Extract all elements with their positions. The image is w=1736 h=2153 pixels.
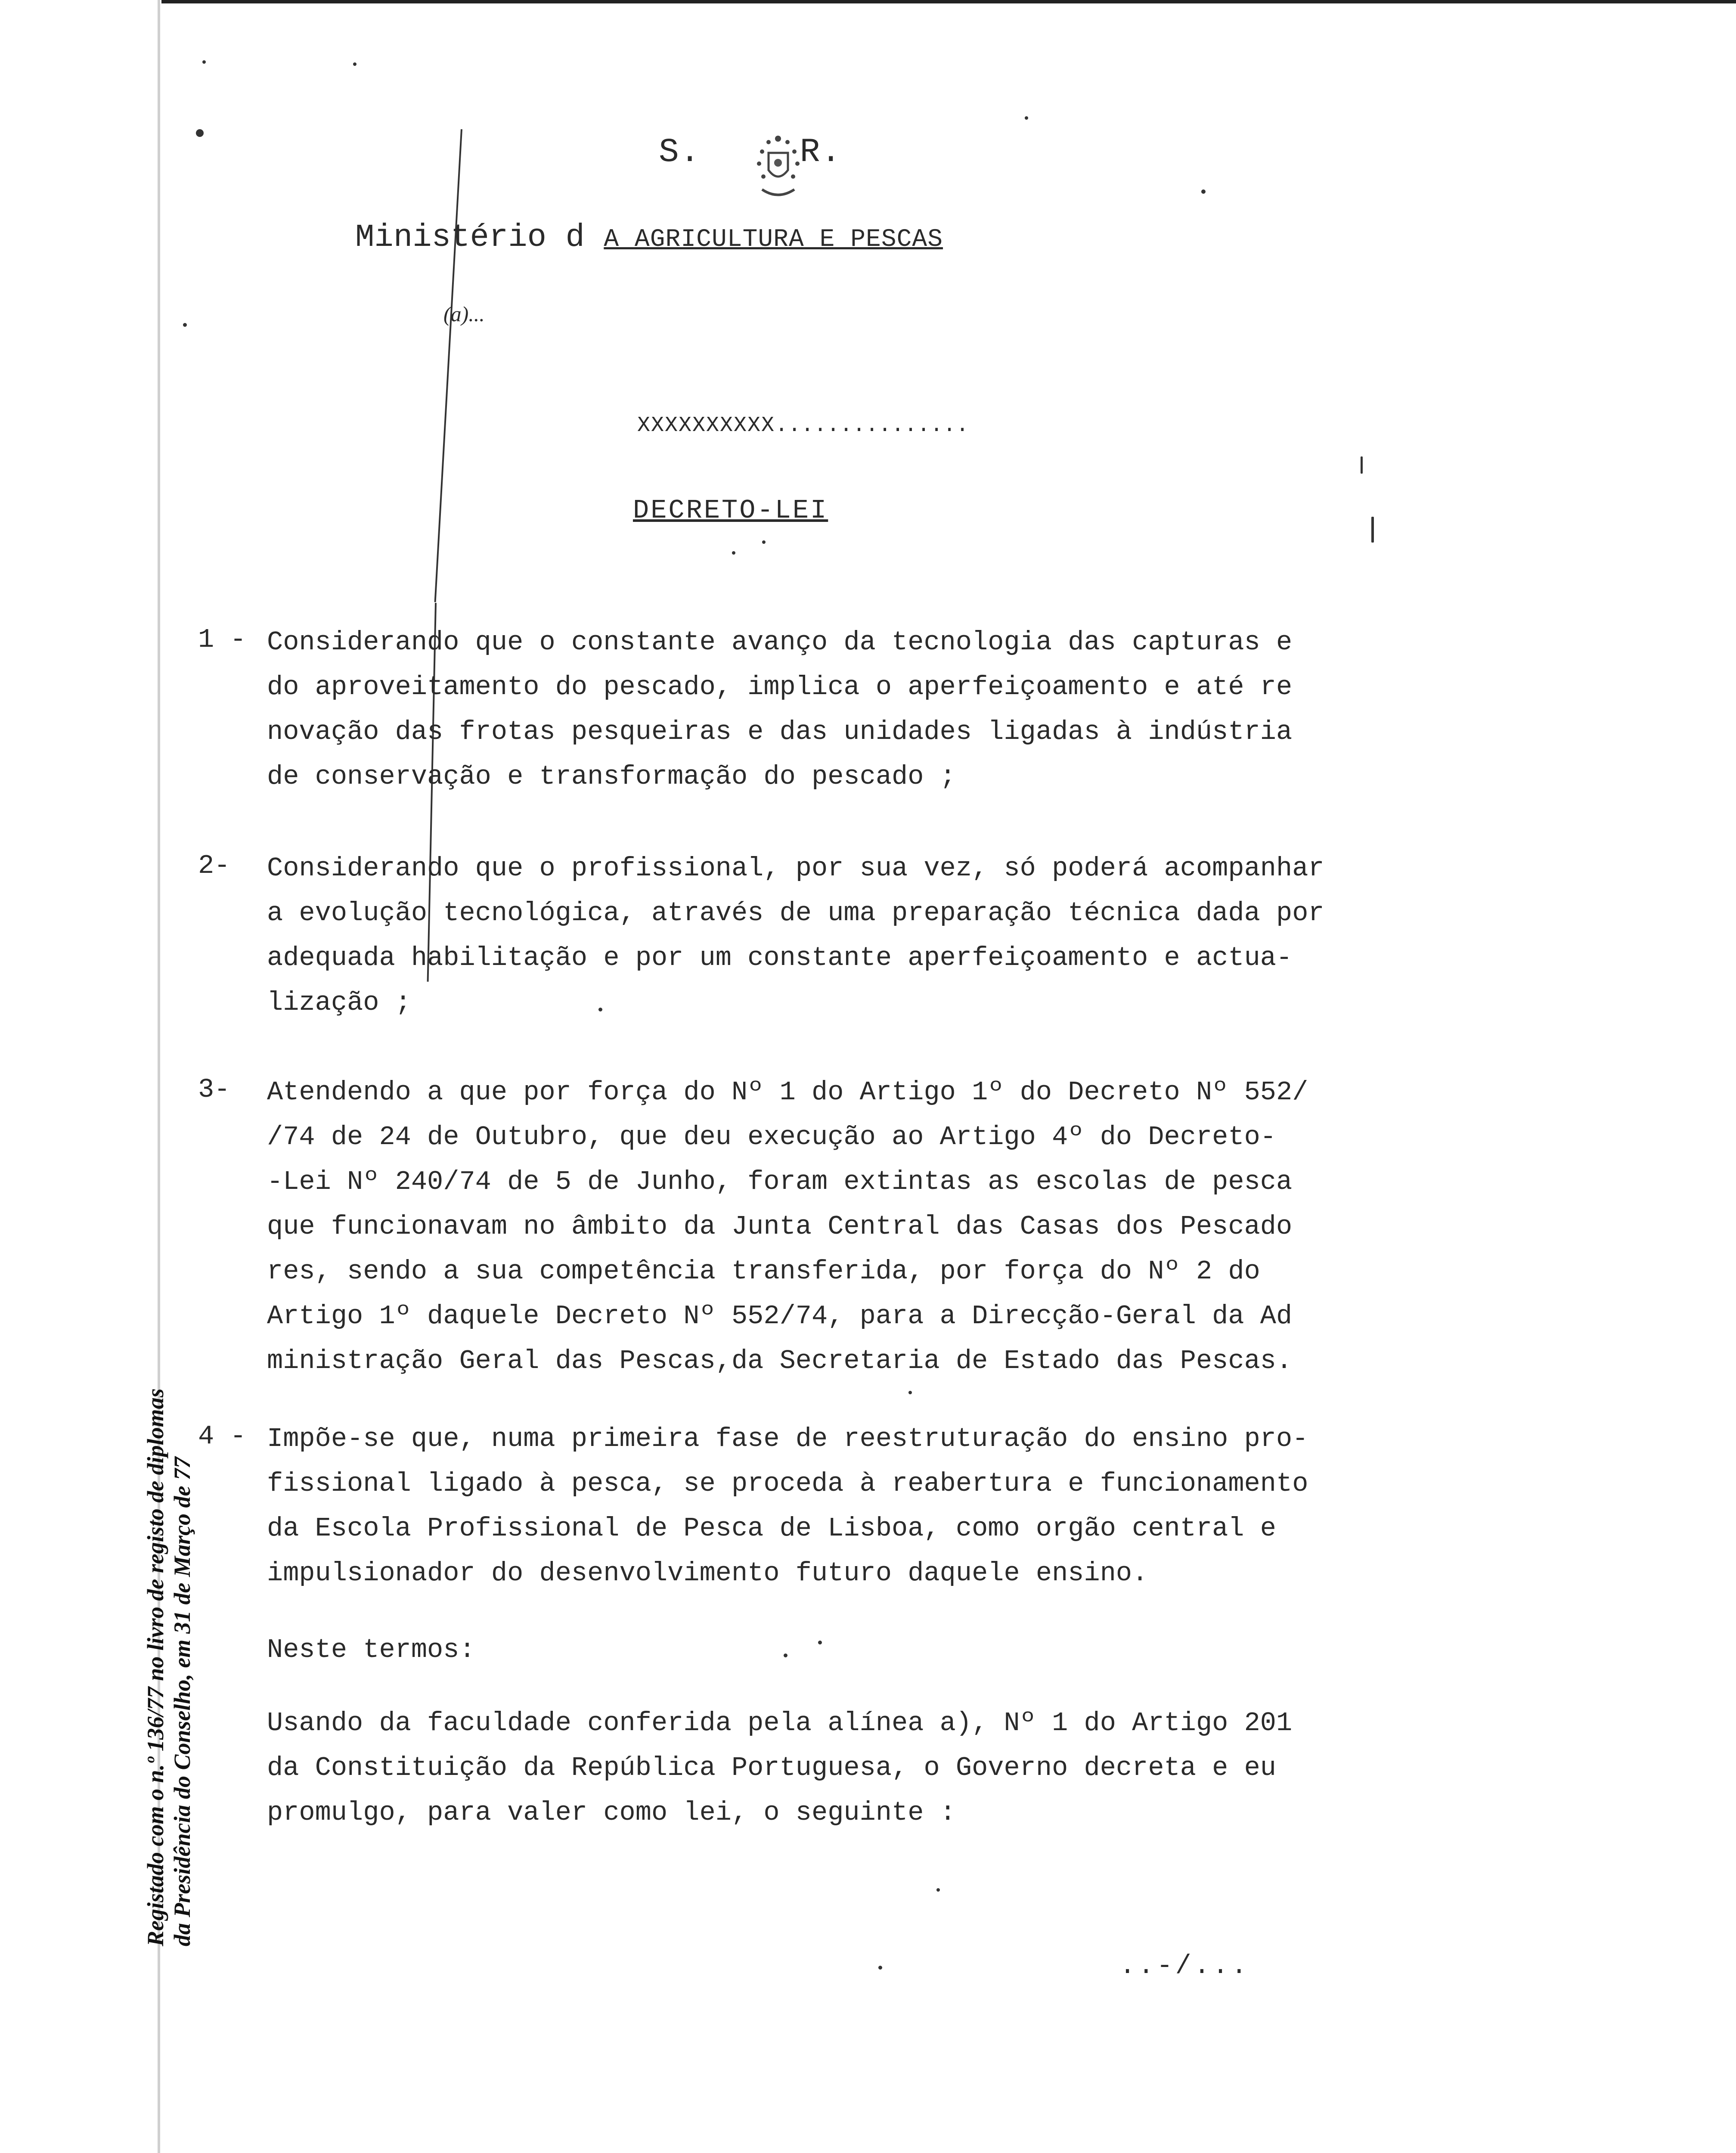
scan-speck [1025, 116, 1028, 120]
scan-speck [353, 62, 356, 66]
paragraph-line: da Constituição da República Portuguesa, o Governo decreta e eu [267, 1753, 1276, 1783]
ministry-heading [355, 220, 943, 256]
paragraph-line: lização ; [267, 987, 411, 1018]
scan-speck [936, 1888, 940, 1892]
paragraph-line: novação das frotas pesqueiras e das unidades ligadas à indústria [267, 717, 1293, 747]
coat-of-arms-seal [743, 129, 814, 202]
paragraph-2 [267, 846, 1455, 1025]
scan-speck [1201, 189, 1206, 194]
paragraph-line: do aproveitamento do pescado, implica o aperfeiçoamento e até re [267, 672, 1293, 702]
paragraph-line: promulgo, para valer como lei, o seguinte : [267, 1797, 956, 1828]
top-border-line [161, 0, 1736, 3]
redacted-dots: ............... [775, 413, 969, 438]
paragraph-line: da Escola Profissional de Pesca de Lisboa, como orgão central e [267, 1513, 1276, 1544]
scan-speck [202, 60, 206, 64]
paragraph-line: de conservação e transformação do pescado ; [267, 761, 956, 792]
paragraph-line: ministração Geral das Pescas,da Secretaria de Estado das Pescas. [267, 1346, 1293, 1376]
paragraph-line: res, sendo a sua competência transferida, por força do Nº 2 do [267, 1256, 1260, 1287]
document-title: DECRETO-LEI [633, 495, 828, 526]
enactment-paragraph [267, 1701, 1455, 1835]
paragraph-line: fissional ligado à pesca, se proceda à reabertura e funcionamento [267, 1468, 1308, 1499]
paragraph-line: Impõe-se que, numa primeira fase de reestruturação do ensino pro- [267, 1424, 1308, 1454]
scan-speck [196, 129, 204, 137]
pen-stroke [434, 129, 462, 602]
paragraph-line: Considerando que o profissional, por sua vez, só poderá acompanhar [267, 853, 1324, 884]
paragraph-line: a evolução tecnológica, através de uma preparação técnica dada por [267, 898, 1324, 928]
redacted-line [637, 413, 969, 438]
paragraph-3 [267, 1070, 1455, 1384]
paragraph-line: Artigo 1º daquele Decreto Nº 552/74, para a Direcção-Geral da Ad [267, 1301, 1293, 1331]
continuation-mark: ..-/... [1119, 1951, 1250, 1981]
paragraph-line: Considerando que o constante avanço da tecnologia das capturas e [267, 627, 1293, 658]
paragraph-1 [267, 620, 1455, 799]
paragraph-line: -Lei Nº 240/74 de 5 de Junho, foram extintas as escolas de pesca [267, 1166, 1293, 1197]
paragraph-number: 4 - [198, 1421, 246, 1452]
paragraph-line: impulsionador do desenvolvimento futuro daquele ensino. [267, 1558, 1148, 1588]
header-letter-left: S. [659, 133, 701, 171]
subdivision-label: (a)... [443, 302, 485, 326]
registration-stamp [142, 1292, 198, 1946]
registration-stamp-line-2: da Presidência do Conselho, em 31 de Março de 77 [169, 1457, 195, 1946]
paragraph-line: /74 de 24 de Outubro, que deu execução ao Artigo 4º do Decreto- [267, 1122, 1276, 1152]
scan-speck [183, 323, 187, 327]
paragraph-line: que funcionavam no âmbito da Junta Central das Casas dos Pescado [267, 1211, 1293, 1242]
paragraph-line: adequada habilitação e por um constante aperfeiçoamento e actua- [267, 943, 1293, 973]
paragraph-number: 2- [198, 850, 230, 881]
scan-speck [732, 551, 735, 555]
paragraph-line: Usando da faculdade conferida pela alínea a), Nº 1 do Artigo 201 [267, 1708, 1293, 1738]
ministry-name: A AGRICULTURA E PESCAS [604, 226, 943, 254]
scan-speck [784, 1654, 787, 1657]
paragraph-number: 1 - [198, 624, 246, 655]
scan-speck [598, 1008, 602, 1011]
ministry-prefix: Ministério d [355, 220, 585, 256]
redacted-text: XXXXXXXXXX [637, 413, 775, 438]
registration-stamp-line-1: Registado com o n.º 136/77 no livro de registo de diplomas [143, 1388, 168, 1946]
scan-speck [908, 1391, 912, 1394]
scan-speck [878, 1966, 882, 1970]
scan-speck [1371, 517, 1374, 543]
scan-speck [818, 1641, 822, 1644]
header-letter-right: R. [800, 133, 842, 171]
terms-text: Neste termos: [267, 1635, 475, 1665]
scan-speck [1361, 456, 1363, 474]
scan-speck [762, 540, 766, 544]
paragraph-number: 3- [198, 1074, 230, 1105]
paragraph-line: Atendendo a que por força do Nº 1 do Artigo 1º do Decreto Nº 552/ [267, 1077, 1308, 1108]
paragraph-4 [267, 1417, 1455, 1596]
terms-line [267, 1628, 1455, 1672]
